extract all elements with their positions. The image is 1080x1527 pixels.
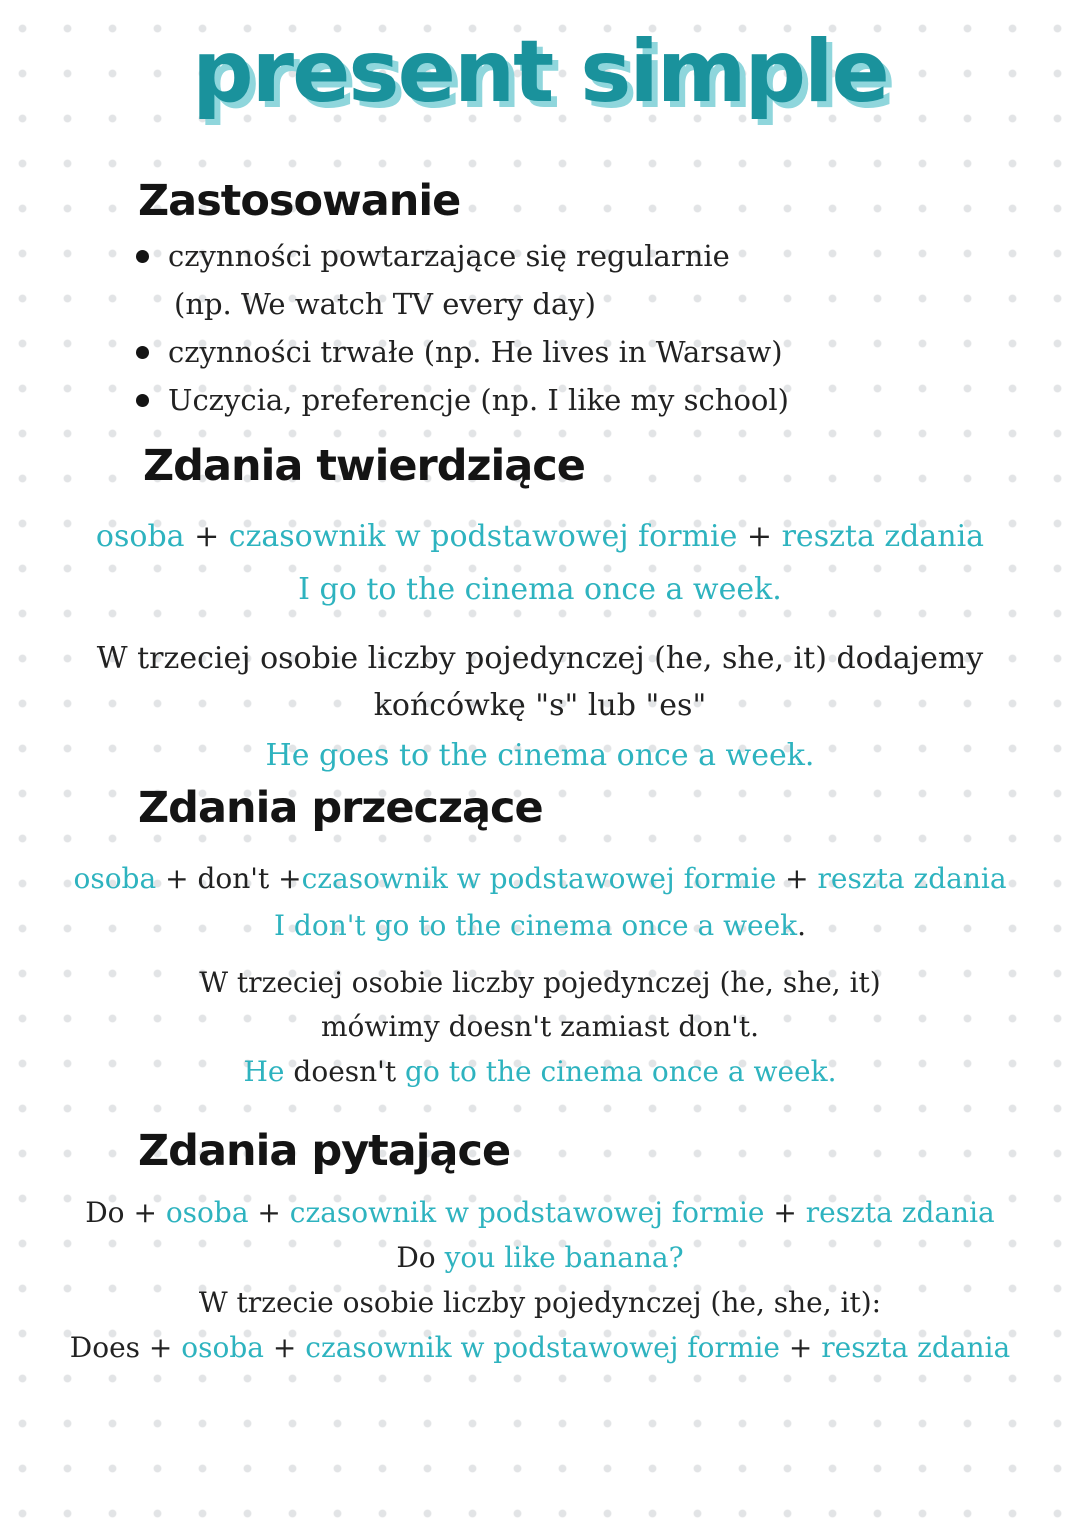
example-do: Do — [396, 1241, 436, 1274]
example-subject: He — [243, 1055, 285, 1088]
example-rest: to the cinema once a week. — [398, 738, 815, 773]
affirmative-example2 — [0, 738, 1080, 773]
formula-plus: + — [194, 519, 220, 554]
formula-subject: osoba — [165, 1196, 249, 1229]
negative-example2 — [0, 1055, 1080, 1088]
question-heading: Zdania pytające — [138, 1126, 511, 1176]
negative-example — [0, 909, 1080, 942]
negative-note-line2: mówimy doesn't zamiast don't. — [320, 1010, 760, 1043]
formula-subject: osoba — [95, 519, 185, 554]
affirmative-formula — [0, 519, 1080, 554]
affirmative-note-line1: W trzeciej osobie liczby pojedynczej (he, she, it) dodajemy — [96, 641, 984, 676]
affirmative-note-line2: końcówkę "s" lub "es" — [373, 688, 707, 723]
example-period: . — [797, 909, 807, 942]
question-note: W trzecie osobie liczby pojedynczej (he, she, it): — [198, 1286, 882, 1319]
page-title: present simple — [192, 22, 888, 122]
example-verb: goes — [319, 738, 390, 773]
example-subject: He — [265, 738, 310, 773]
usage-item-preferences: Uczycia, preferencje (np. I like my school) — [130, 376, 789, 424]
example-rest: go to the cinema once a week. — [405, 1055, 837, 1088]
formula-verb: czasownik w podstawowej formie — [305, 1331, 780, 1364]
usage-item-regular: czynności powtarzające się regularnie — [130, 232, 789, 280]
formula-verb: czasownik w podstawowej formie — [228, 519, 738, 554]
usage-heading: Zastosowanie — [138, 176, 461, 226]
example-subject: you — [444, 1241, 496, 1274]
formula-plus: + — [785, 862, 809, 895]
question-formula — [0, 1196, 1080, 1229]
formula-subject: osoba — [73, 862, 157, 895]
formula-rest: reszta zdania — [817, 862, 1007, 895]
formula-dont: + don't + — [165, 862, 302, 895]
question-example — [0, 1241, 1080, 1274]
example-doesnt: doesn't — [293, 1055, 397, 1088]
formula-does: Does + — [69, 1331, 173, 1364]
negative-heading: Zdania przeczące — [138, 783, 543, 833]
formula-do: Do + — [85, 1196, 157, 1229]
formula-verb: czasownik w podstawowej formie — [289, 1196, 765, 1229]
question-formula2 — [0, 1331, 1080, 1364]
usage-item-permanent: czynności trwałe (np. He lives in Warsaw) — [130, 328, 789, 376]
formula-rest: reszta zdania — [781, 519, 985, 554]
formula-plus: + — [788, 1331, 813, 1364]
negative-note-line1: W trzeciej osobie liczby pojedynczej (he, she, it) — [199, 966, 881, 999]
affirmative-example: I go to the cinema once a week. — [298, 572, 782, 607]
negative-formula — [0, 862, 1080, 895]
formula-rest: reszta zdania — [821, 1331, 1011, 1364]
formula-plus: + — [257, 1196, 281, 1229]
example-rest: like banana? — [504, 1241, 684, 1274]
formula-plus: + — [773, 1196, 797, 1229]
formula-subject: osoba — [181, 1331, 264, 1364]
usage-item-regular-example: (np. We watch TV every day) — [174, 287, 596, 321]
usage-list — [130, 232, 789, 424]
example-subject-dont: I don't — [273, 909, 366, 942]
affirmative-heading: Zdania twierdziące — [143, 441, 585, 491]
formula-rest: reszta zdania — [805, 1196, 995, 1229]
formula-plus: + — [746, 519, 773, 554]
formula-plus: + — [272, 1331, 297, 1364]
formula-verb: czasownik w podstawowej formie — [301, 862, 777, 895]
example-rest: go to the cinema once a week — [374, 909, 798, 942]
